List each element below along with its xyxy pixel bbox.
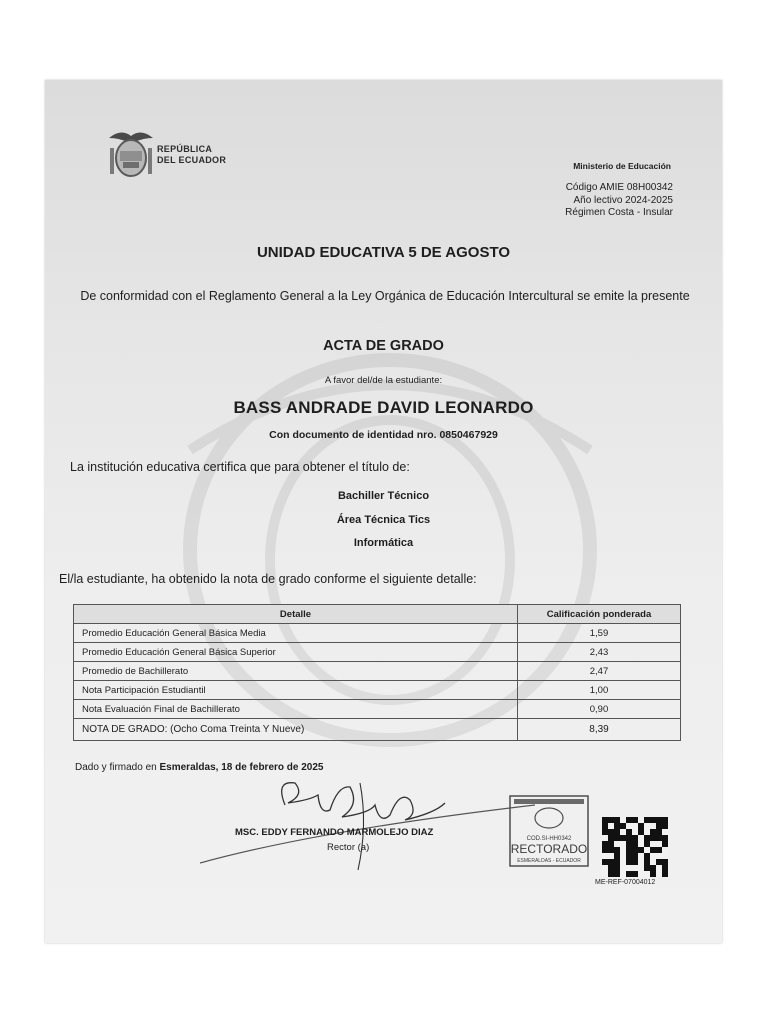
given-place-date: Esmeraldas, 18 de febrero de 2025 <box>159 762 324 773</box>
row-value: 1,00 <box>518 681 681 700</box>
row-value: 0,90 <box>518 700 681 719</box>
row-value: 1,59 <box>518 624 681 643</box>
ecuador-coat-of-arms-logo <box>105 124 157 180</box>
reference-code: ME-REF-07004012 <box>595 879 656 886</box>
header-detail: Detalle <box>74 605 518 624</box>
institution-name: UNIDAD EDUCATIVA 5 DE AGOSTO <box>256 244 511 261</box>
table-row <box>74 662 681 681</box>
certificate-sheet <box>45 80 722 943</box>
student-id-line: Con documento de identidad nro. 0850467929 <box>269 429 498 441</box>
detail-intro: El/la estudiante, ha obtenido la nota de grado conforme el siguiente detalle: <box>59 572 477 586</box>
grades-table <box>73 604 681 741</box>
row-label: Nota Evaluación Final de Bachillerato <box>74 700 518 719</box>
final-grade-row <box>74 719 681 741</box>
stamp-code: COD.SI-HH0342 <box>526 836 572 842</box>
ministry-label: Ministerio de Educación <box>573 161 671 171</box>
signer-name: MSC. EDDY FERNANDO MARMOLEJO DIAZ <box>235 827 434 838</box>
country-line-1: REPÚBLICA <box>157 144 213 154</box>
table-row <box>74 643 681 662</box>
row-value: 2,43 <box>518 643 681 662</box>
verification-qr-code <box>602 817 668 877</box>
document-title: ACTA DE GRADO <box>323 338 444 354</box>
in-favor-label: A favor del/de la estudiante: <box>324 375 443 386</box>
degree-title: Bachiller Técnico <box>337 490 430 502</box>
student-name: BASS ANDRADE DAVID LEONARDO <box>233 398 534 417</box>
final-grade-value: 8,39 <box>518 719 681 741</box>
regime: Régimen Costa - Insular <box>565 207 673 218</box>
conformity-text: De conformidad con el Reglamento General a la Ley Orgánica de Educación Intercultural se emite la presente <box>80 289 690 303</box>
final-grade-label: NOTA DE GRADO: (Ocho Coma Treinta Y Nueve) <box>74 719 518 741</box>
given-line <box>75 762 323 773</box>
amie-code: Código AMIE 08H00342 <box>565 182 673 193</box>
header-grade: Calificación ponderada <box>518 605 681 624</box>
table-header-row <box>74 605 681 624</box>
row-label: Promedio Educación General Básica Superior <box>74 643 518 662</box>
given-prefix: Dado y firmado en <box>75 762 157 773</box>
table-row <box>74 681 681 700</box>
row-label: Promedio de Bachillerato <box>74 662 518 681</box>
country-label <box>157 144 226 166</box>
school-codes <box>485 182 673 220</box>
stamp-office: RECTORADO <box>510 842 588 856</box>
certifies-text: La institución educativa certifica que para obtener el título de: <box>70 460 410 474</box>
country-line-2: DEL ECUADOR <box>157 155 227 165</box>
table-row <box>74 700 681 719</box>
degree-area: Área Técnica Tics <box>336 514 431 526</box>
row-value: 2,47 <box>518 662 681 681</box>
degree-specialty: Informática <box>353 537 414 549</box>
row-label: Nota Participación Estudiantil <box>74 681 518 700</box>
row-label: Promedio Educación General Básica Media <box>74 624 518 643</box>
school-year: Año lectivo 2024-2025 <box>573 194 673 206</box>
rectorate-stamp <box>508 794 590 868</box>
table-row <box>74 624 681 643</box>
handwritten-signature <box>200 775 535 875</box>
signer-role: Rector (a) <box>327 842 370 853</box>
stamp-city: ESMERALDAS - ECUADOR <box>517 858 581 864</box>
